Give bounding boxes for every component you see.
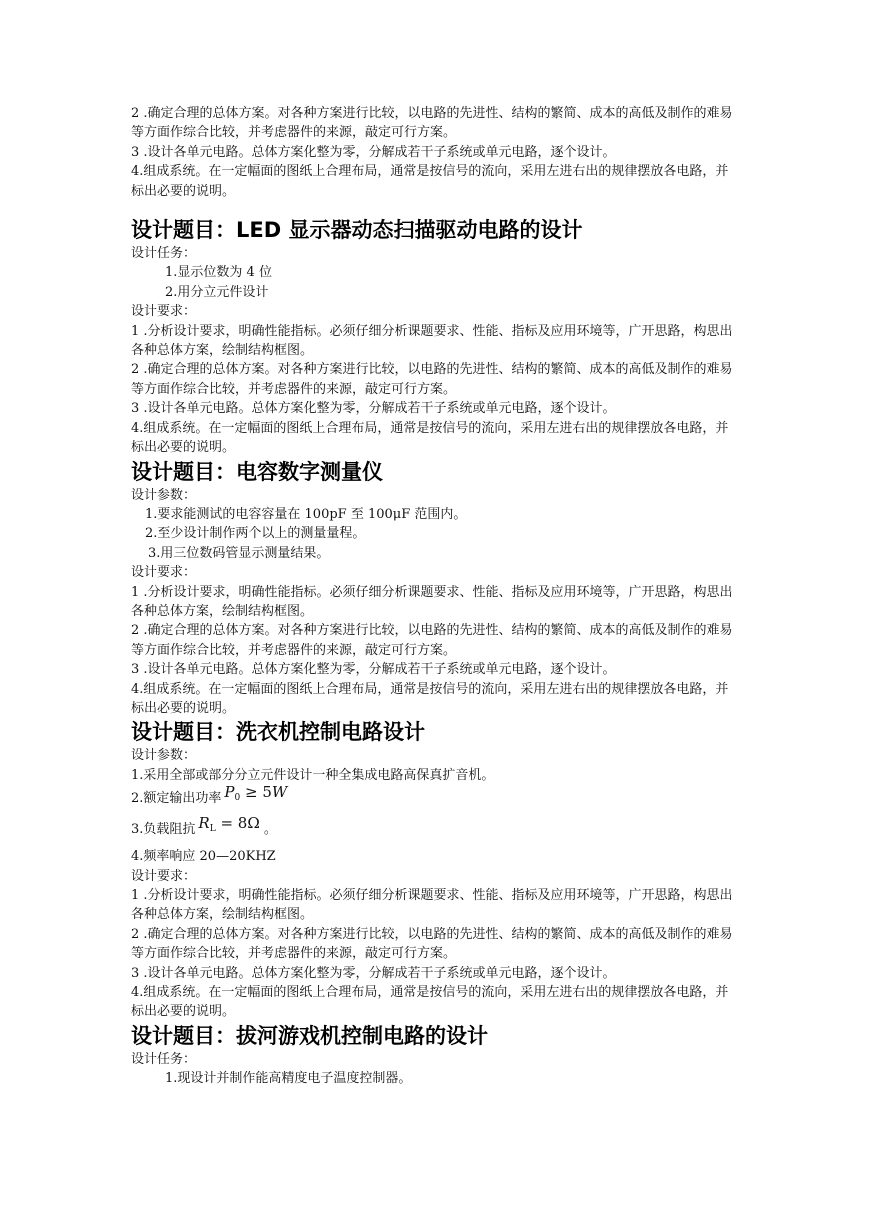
param-label: 设计参数： bbox=[131, 748, 197, 764]
param-text: 2.额定输出功率 bbox=[131, 791, 222, 807]
requirement-label: 设计要求： bbox=[131, 565, 197, 581]
task-item: 1.现设计并制作能高精度电子温度控制器。 bbox=[165, 1071, 412, 1087]
impedance-formula bbox=[198, 814, 260, 835]
formula-rel: ≥ 5 bbox=[240, 783, 272, 802]
param-item-impedance bbox=[131, 816, 741, 847]
param-item: 1.要求能测试的电容容量在 100pF 至 100μF 范围内。 bbox=[145, 506, 467, 522]
requirement-item: 3 .设计各单元电路。总体方案化整为零，分解成若干子系统或单元电路，逐个设计。 bbox=[131, 401, 616, 417]
formula-rel: = 8Ω bbox=[215, 814, 260, 833]
document-page bbox=[131, 104, 741, 1089]
intro-line: 3 .设计各单元电路。总体方案化整为零，分解成若干子系统或单元电路，逐个设计。 bbox=[131, 144, 616, 160]
power-formula bbox=[224, 783, 288, 804]
param-item: 1.采用全部或部分分立元件设计一种全集成电路高保真扩音机。 bbox=[131, 767, 495, 783]
param-label: 设计参数： bbox=[131, 487, 197, 503]
formula-unit: W bbox=[271, 783, 288, 802]
formula-sub: L bbox=[209, 824, 216, 835]
formula-var: R bbox=[198, 814, 210, 833]
requirement-item: 4.组成系统。在一定幅面的图纸上合理布局，通常是按信号的流向，采用左进右出的规律摆放各电路，并标出必要的说明。 bbox=[131, 681, 729, 716]
requirement-item: 2 .确定合理的总体方案。对各种方案进行比较，以电路的先进性、结构的繁简、成本的高低及制作的难易等方面作综合比较，并考虑器件的来源，敲定可行方案。 bbox=[131, 926, 733, 962]
param-end: 。 bbox=[259, 822, 277, 838]
section-title-washer: 设计题目：洗衣机控制电路设计 bbox=[131, 720, 425, 745]
task-label: 设计任务： bbox=[131, 246, 197, 262]
requirement-item: 4.组成系统。在一定幅面的图纸上合理布局，通常是按信号的流向，采用左进右出的规律摆放各电路，并标出必要的说明。 bbox=[131, 420, 729, 456]
requirement-label: 设计要求： bbox=[131, 868, 197, 884]
section-title-tug-of-war: 设计题目：拔河游戏机控制电路的设计 bbox=[131, 1023, 488, 1048]
intro-line: 2 .确定合理的总体方案。对各种方案进行比较，以电路的先进性、结构的繁简、成本的高低及制作的难易等方面作综合比较，并考虑器件的来源，敲定可行方案。 bbox=[131, 106, 733, 141]
param-item: 2.至少设计制作两个以上的测量量程。 bbox=[145, 526, 366, 542]
formula-var: P bbox=[224, 783, 235, 802]
requirement-item: 3 .设计各单元电路。总体方案化整为零，分解成若干子系统或单元电路，逐个设计。 bbox=[131, 965, 616, 981]
formula-sub: 0 bbox=[234, 793, 241, 804]
param-text: 3.负载阻抗 bbox=[131, 822, 196, 838]
param-item: 3.用三位数码管显示测量结果。 bbox=[148, 545, 330, 561]
task-label: 设计任务： bbox=[131, 1051, 197, 1067]
task-item: 1.显示位数为 4 位 bbox=[165, 265, 272, 281]
requirement-item: 3 .设计各单元电路。总体方案化整为零，分解成若干子系统或单元电路，逐个设计。 bbox=[131, 662, 616, 678]
requirement-label: 设计要求： bbox=[131, 304, 197, 320]
section-title-capacitance: 设计题目：电容数字测量仪 bbox=[131, 459, 383, 484]
intro-line: 4.组成系统。在一定幅面的图纸上合理布局，通常是按信号的流向，采用左进右出的规律摆放各电路，并标出必要的说明。 bbox=[131, 164, 729, 199]
requirement-item: 1 .分析设计要求，明确性能指标。必须仔细分析课题要求、性能、指标及应用环境等，广开思路，构思出各种总体方案，绘制结构框图。 bbox=[131, 584, 733, 619]
section-title-led: 设计题目：LED 显示器动态扫描驱动电路的设计 bbox=[131, 218, 583, 243]
requirement-item: 1 .分析设计要求，明确性能指标。必须仔细分析课题要求、性能、指标及应用环境等，广开思路，构思出各种总体方案，绘制结构框图。 bbox=[131, 888, 733, 923]
task-item: 2.用分立元件设计 bbox=[165, 284, 269, 300]
requirement-item: 4.组成系统。在一定幅面的图纸上合理布局，通常是按信号的流向，采用左进右出的规律摆放各电路，并标出必要的说明。 bbox=[131, 985, 729, 1020]
param-item-power bbox=[131, 785, 741, 816]
requirement-item: 1 .分析设计要求，明确性能指标。必须仔细分析课题要求、性能、指标及应用环境等，广开思路，构思出各种总体方案，绘制结构框图。 bbox=[131, 323, 733, 359]
requirement-item: 2 .确定合理的总体方案。对各种方案进行比较，以电路的先进性、结构的繁简、成本的高低及制作的难易等方面作综合比较，并考虑器件的来源，敲定可行方案。 bbox=[131, 362, 733, 397]
param-item: 4.频率响应 20—20KHZ bbox=[131, 849, 276, 865]
requirement-item: 2 .确定合理的总体方案。对各种方案进行比较，以电路的先进性、结构的繁简、成本的高低及制作的难易等方面作综合比较，并考虑器件的来源，敲定可行方案。 bbox=[131, 623, 733, 658]
